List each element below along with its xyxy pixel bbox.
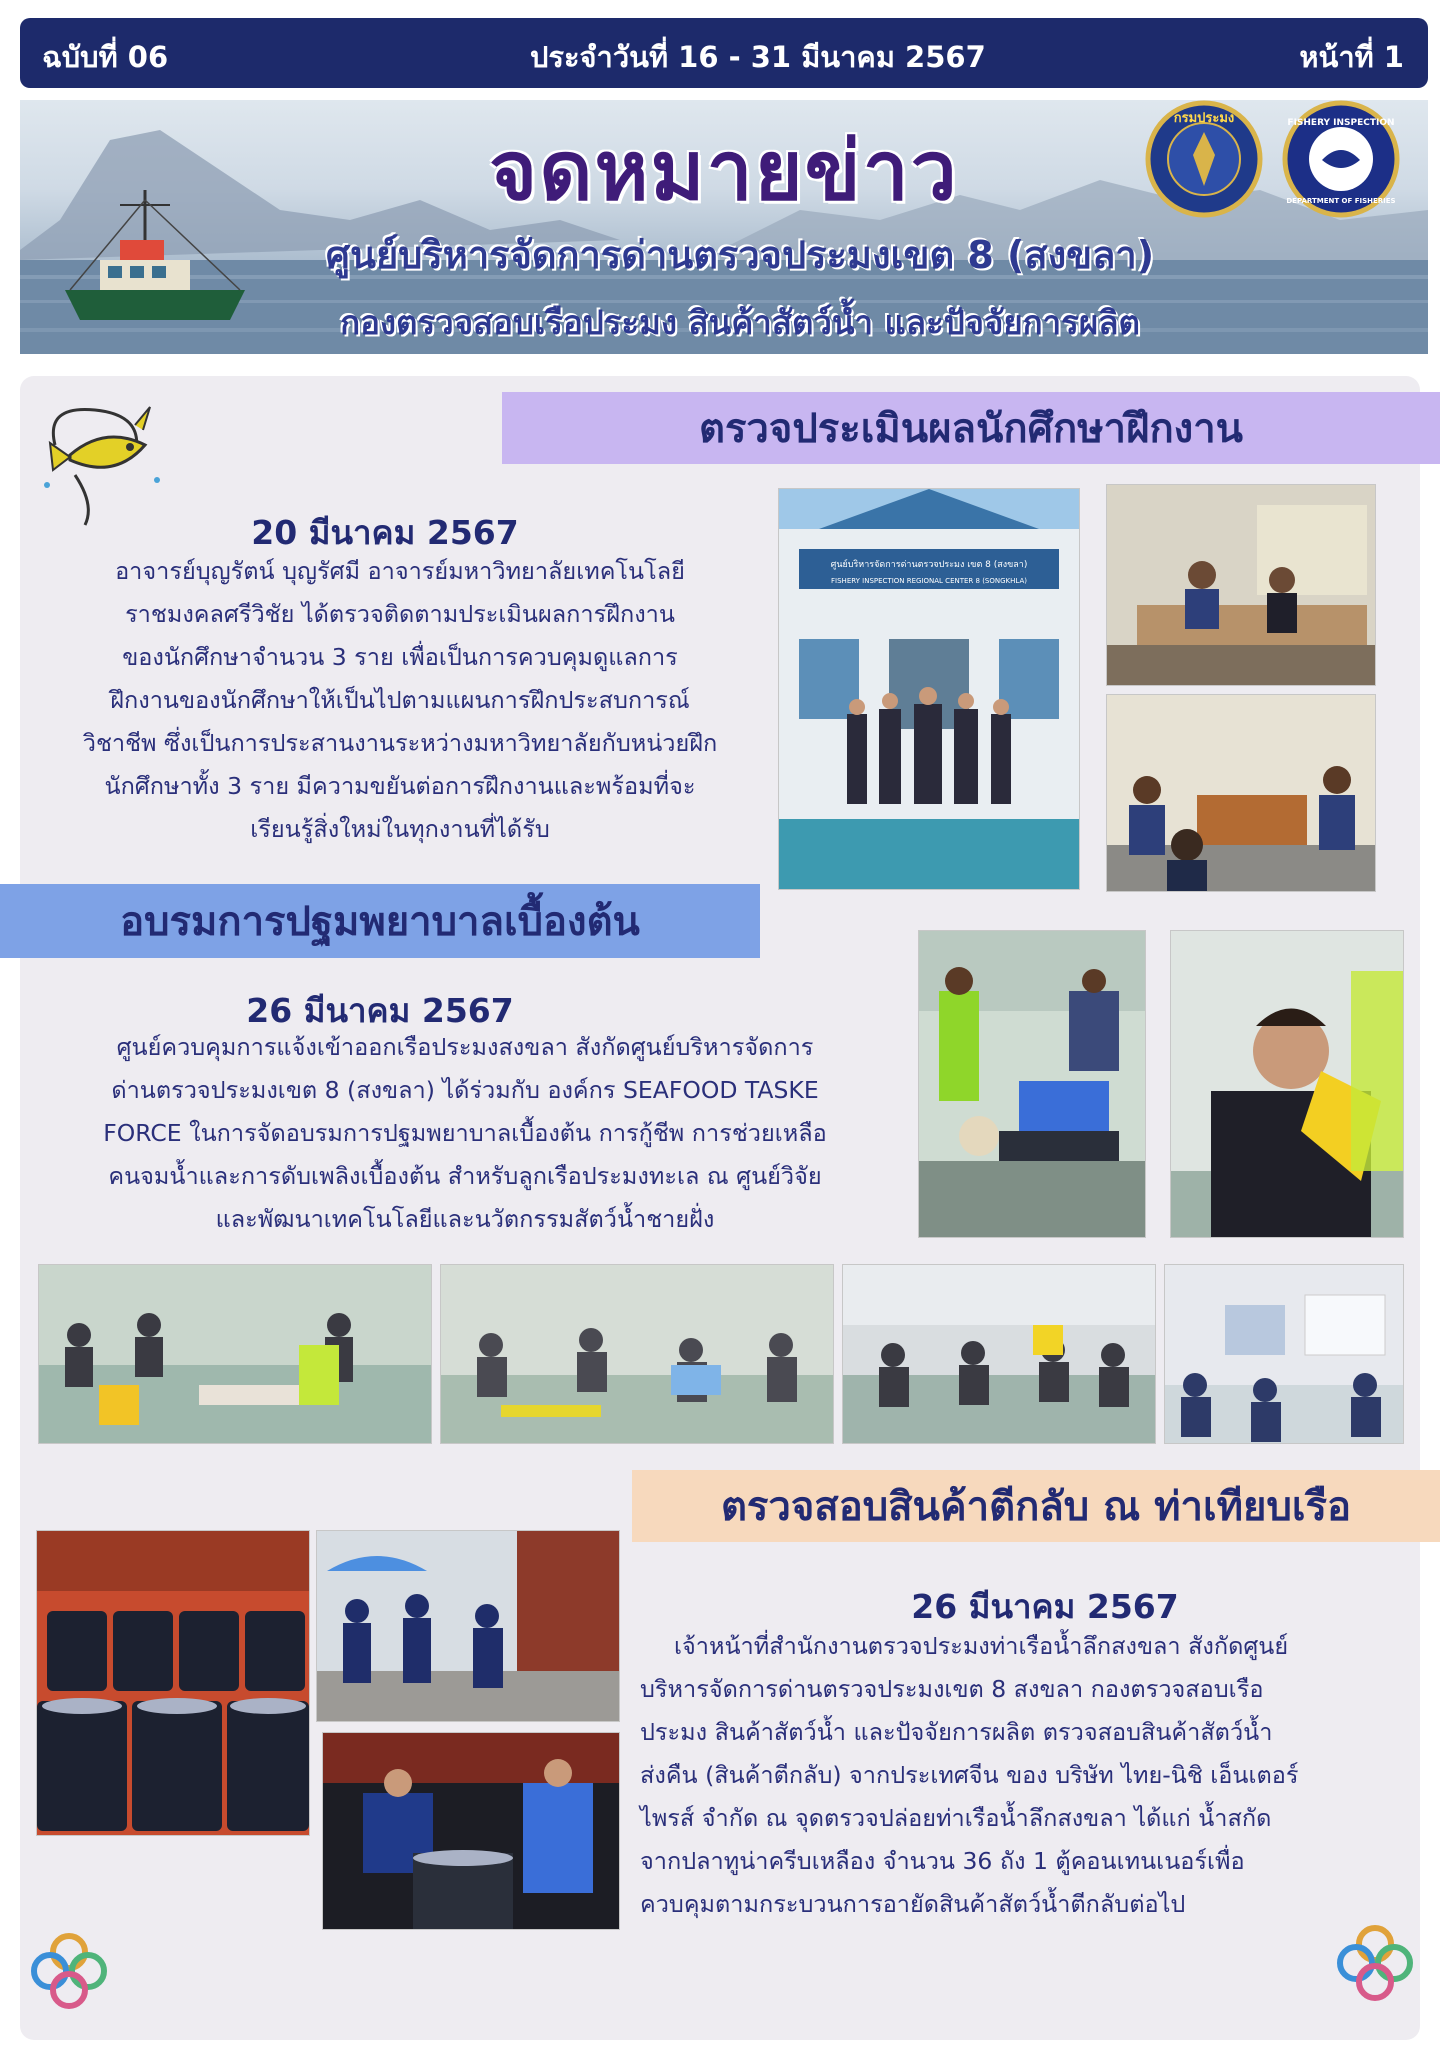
section1-line: วิชาชีพ ซึ่งเป็นการประสานงานระหว่างมหาวิทยาลัยกับหน่วยฝึก: [82, 729, 718, 757]
section3-date: 26 มีนาคม 2567: [911, 1587, 1179, 1626]
section2-heading: อบรมการปฐมพยาบาลเบื้องต้น: [0, 884, 760, 958]
newsletter-title: จดหมายข่าว: [489, 124, 959, 219]
page-number: หน้าที่ 1: [1299, 40, 1404, 74]
section1-body: [40, 550, 760, 851]
section3-line: เจ้าหน้าที่สำนักงานตรวจประมงท่าเรือน้ำลึกสงขลา สังกัดศูนย์: [674, 1632, 1289, 1660]
section1-date: 20 มีนาคม 2567: [251, 513, 519, 552]
training-photo-1: [38, 1264, 432, 1444]
fishery-inspection-logo: [1282, 100, 1400, 218]
knot-logo-icon: [1334, 1922, 1416, 2004]
training-photo-2: [440, 1264, 834, 1444]
section3-line: ประมง สินค้าสัตว์น้ำ และปัจจัยการผลิต ตรวจสอบสินค้าสัตว์น้ำ: [640, 1718, 1273, 1746]
svg-text:FISHERY INSPECTION: FISHERY INSPECTION: [1287, 118, 1395, 128]
section3-line: บริหารจัดการด่านตรวจประมงเขต 8 สงขลา กองตรวจสอบเรือ: [640, 1675, 1264, 1703]
meeting-photo-2: [1106, 694, 1376, 892]
section2-body: [30, 1026, 900, 1241]
center-name: ศูนย์บริหารจัดการด่านตรวจประมงเขต 8 (สงขลา): [325, 233, 1155, 277]
section2-line: ศูนย์ควบคุมการแจ้งเข้าออกเรือประมงสงขลา สังกัดศูนย์บริหารจัดการ: [116, 1033, 814, 1061]
section1-heading: ตรวจประเมินผลนักศึกษาฝึกงาน: [502, 392, 1440, 464]
section1-line: อาจารย์บุญรัตน์ บุญรัศมี อาจารย์มหาวิทยาลัยเทคโนโลยี: [115, 557, 685, 585]
department-of-fisheries-logo: [1145, 100, 1263, 218]
section3-body: [640, 1625, 1430, 1926]
section3-line: ไพรส์ จำกัด ณ จุดตรวจปล่อยท่าเรือน้ำลึกสงขลา ได้แก่ น้ำสกัด: [640, 1804, 1272, 1832]
svg-text:ศูนย์บริหารจัดการด่านตรวจประมง: ศูนย์บริหารจัดการด่านตรวจประมง เขต 8 (สงขลา): [830, 560, 1028, 570]
section3-heading: ตรวจสอบสินค้าตีกลับ ณ ท่าเทียบเรือ: [632, 1470, 1440, 1542]
svg-text:DEPARTMENT OF FISHERIES: DEPARTMENT OF FISHERIES: [1286, 197, 1396, 205]
container-inspection-photo: [316, 1530, 620, 1722]
header-banner: [20, 100, 1428, 354]
section3-line: ควบคุมตามกระบวนการอายัดสินค้าสัตว์น้ำตีกลับต่อไป: [640, 1890, 1186, 1918]
meeting-photo-1: [1106, 484, 1376, 686]
knot-logo-icon: [28, 1930, 110, 2012]
section2-line: คนจมน้ำและการดับเพลิงเบื้องต้น สำหรับลูกเรือประมงทะเล ณ ศูนย์วิจัย: [108, 1162, 822, 1190]
training-photo-3: [842, 1264, 1156, 1444]
section1-line: ฝึกงานของนักศึกษาให้เป็นไปตามแผนการฝึกประสบการณ์: [110, 686, 690, 714]
training-photo-4: [1164, 1264, 1404, 1444]
section1-line: นักศึกษาทั้ง 3 ราย มีความขยันต่อการฝึกงานและพร้อมที่จะ: [104, 772, 696, 800]
section2-line: และพัฒนาเทคโนโลยีและนวัตกรรมสัตว์น้ำชายฝั่ง: [215, 1205, 715, 1233]
drums-photo: [36, 1530, 310, 1836]
drum-check-photo: [322, 1732, 620, 1930]
section2-date: 26 มีนาคม 2567: [246, 991, 514, 1030]
svg-text:FISHERY INSPECTION REGIONAL CE: FISHERY INSPECTION REGIONAL CENTER 8 (SONGKHLA): [831, 577, 1027, 585]
division-name: กองตรวจสอบเรือประมง สินค้าสัตว์น้ำ และปัจจัยการผลิต: [340, 303, 1140, 342]
issue-number: ฉบับที่ 06: [42, 40, 169, 74]
section2-line: ด่านตรวจประมงเขต 8 (สงขลา) ได้ร่วมกับ องค์กร SEAFOOD TASKE: [111, 1076, 819, 1104]
section1-line: ของนักศึกษาจำนวน 3 ราย เพื่อเป็นการควบคุมดูแลการ: [122, 643, 678, 671]
bandage-training-photo: [1170, 930, 1404, 1238]
cpr-training-photo: [918, 930, 1146, 1238]
section3-line: ส่งคืน (สินค้าตีกลับ) จากประเทศจีน ของ บริษัท ไทย-นิชิ เอ็นเตอร์: [640, 1761, 1299, 1789]
section1-line: ราชมงคลศรีวิชัย ได้ตรวจติดตามประเมินผลการฝึกงาน: [125, 600, 675, 628]
svg-text:กรมประมง: กรมประมง: [1173, 111, 1235, 126]
building-photo: [778, 488, 1080, 890]
issue-period: ประจำวันที่ 16 - 31 มีนาคม 2567: [530, 40, 986, 74]
section1-line: เรียนรู้สิ่งใหม่ในทุกงานที่ได้รับ: [250, 815, 550, 843]
issue-bar: [20, 18, 1428, 88]
section3-line: จากปลาทูน่าครีบเหลือง จำนวน 36 ถัง 1 ตู้คอนเทนเนอร์เพื่อ: [640, 1847, 1245, 1875]
section2-line: FORCE ในการจัดอบรมการปฐมพยาบาลเบื้องต้น การกู้ชีพ การช่วยเหลือ: [103, 1119, 827, 1147]
